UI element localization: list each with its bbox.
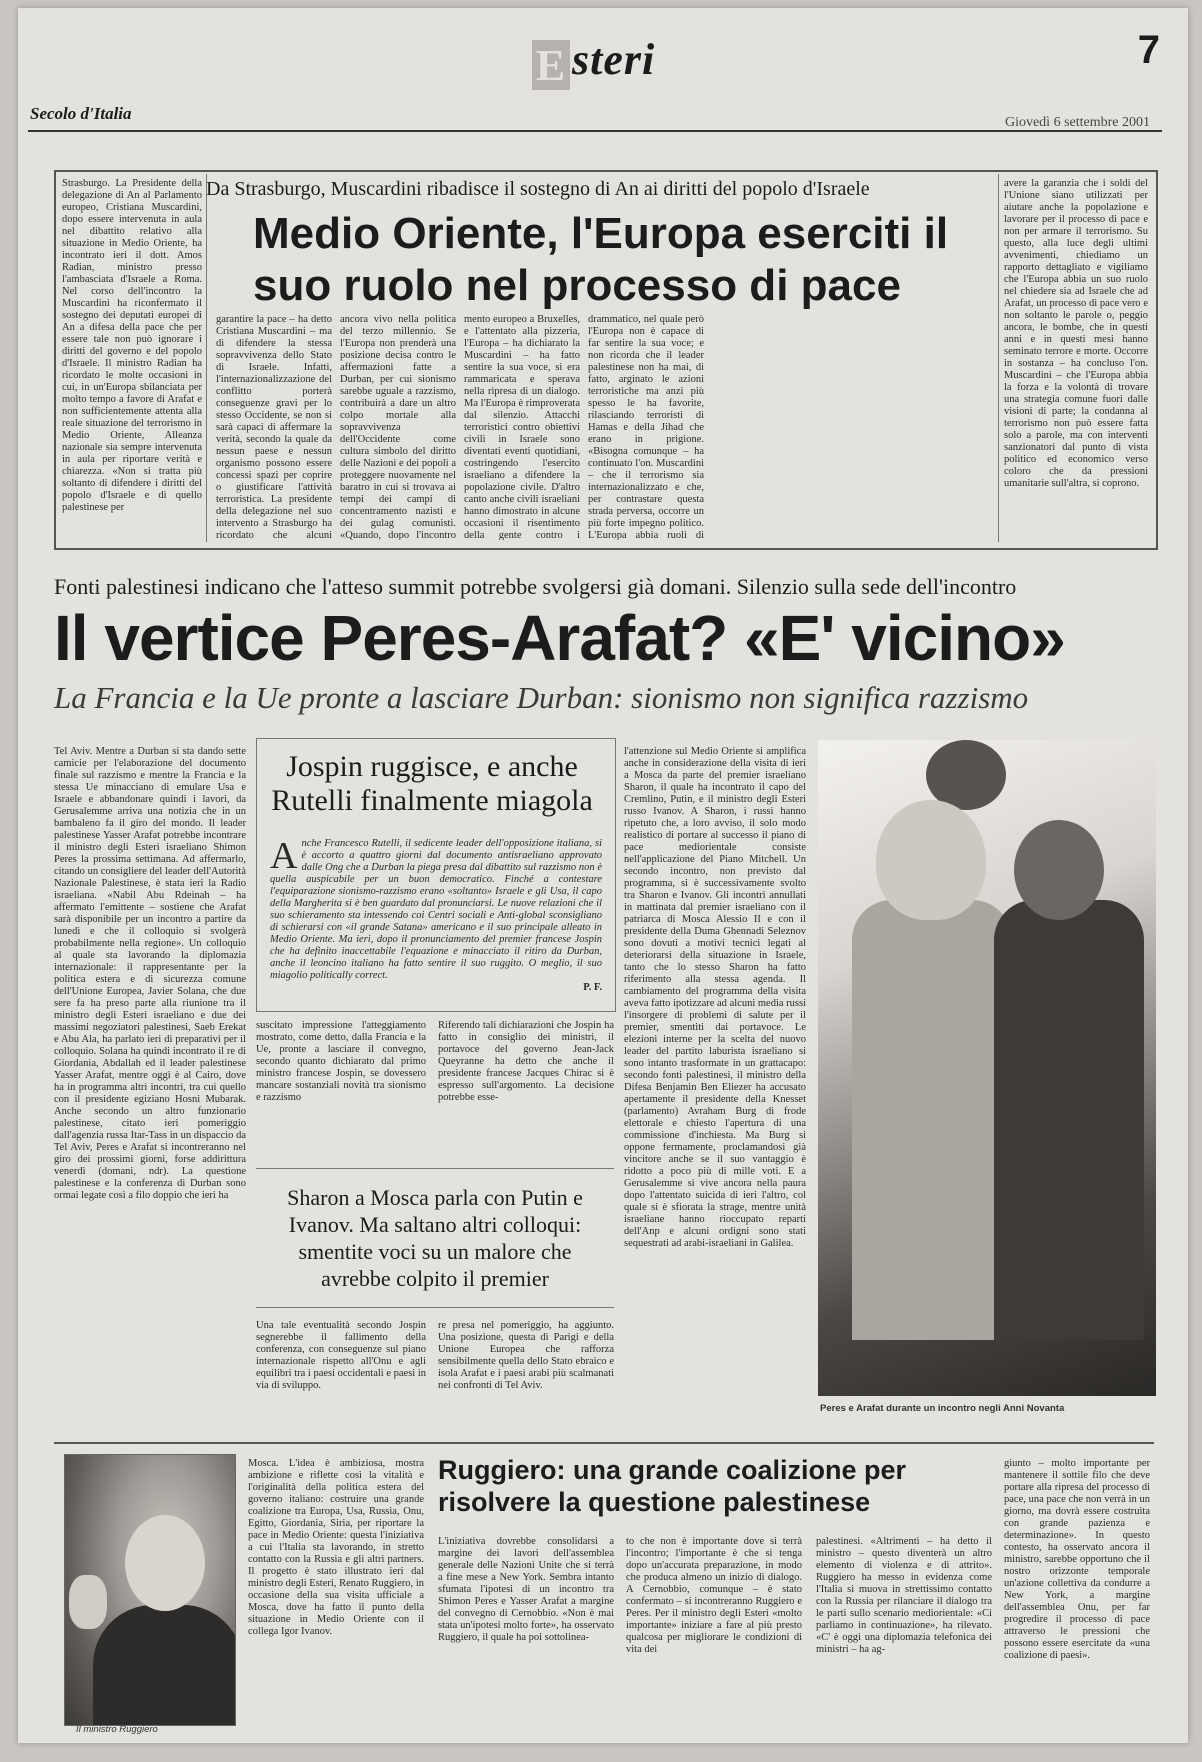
section-initial: E xyxy=(532,40,570,90)
bottom-story-column-4: palestinesi. «Altrimenti – ha detto il ministro – questo diventerà un altro elemento di violenza e di attrito». Ruggiero ha messo in evidenza come l'Italia si muova in strettissimo contatto con la Russia per rilanciare il dialogo tra le parti sullo scenario mediorientale: «Ci parliamo in continuazione», ha rilevato. «C' è oggi una diplomazia telefonica dei ministri – ha ag- xyxy=(816,1536,992,1655)
column-divider xyxy=(998,174,999,542)
main-story-column-2a: suscitato impressione l'atteggiamento mostrato, come detto, dalla Francia e la Ue, pronte a lasciare il convegno, secondo quanto dichiarato dal primo ministro francese Jospin, se dovessero mancare sostanziali novità tra sionismo e razzismo xyxy=(256,1020,426,1103)
top-story-column-5: drammatico, nel quale però l'Europa non è capace di far sentire la sua voce; e non ricorda che il leader palestinese non ha mai, di fatto, arginato le azioni terroristiche ma anzi più spesso le ha favorite, rilasciando terroristi di Hamas e della Jihad che erano in prigione. «Bisogna comunque – ha continuato l'on. Muscardini – che il terrorismo sia internazionalizzato e che, per contrastare questa strada perversa, occorre un più forte impegno politico. L'Europa abbia ruoli di xyxy=(588,314,704,540)
main-story-kicker: Fonti palestinesi indicano che l'atteso summit potrebbe svolgersi già domani. Silenzio sulla sede dell'incontro xyxy=(54,574,1017,599)
main-story-column-4: l'attenzione sul Medio Oriente si amplifica anche in considerazione della visita di ieri a Mosca da parte del premier israeliano Sharon, il quale ha incontrato il capo del Cremlino, Putin, e il ministro degli Esteri russo Ivanov. A Sharon, i russi hanno ripetuto che, a loro avviso, il solo modo realistico di portare al successo il piano di pace mediorientale consiste nell'applicazione del Piano Mitchell. Un secondo incontro, non previsto dal programma, si è successivamente svolto tra Sharon e Ivanov. Gli incontri annullati in mattinata dal premier israeliano con il patriarca di Mosca Alessio II e con il presidente della Duma Ghennadi Seleznov sono dovuti a motivi tecnici legati al deteriorarsi della situazione in Israele, tanto che lo stesso Sharon ha fatto riferimento alla stessa agenda. Il cambiamento del programma della visita aveva fatto ipotizzare ad alcuni media russi l'insorgere di problemi di salute per il premier, smentiti dai portavoce. Le elezioni interne per la scelta del nuovo leader del partito laburista israeliano si sono intanto trasformate in un grattacapo: secondo fonti palestinesi, il ministro della Difesa Benjamin Ben Eliezer ha accusato apertamente il presidente della Knesset (parlamento) Avraham Burg di frode elettorale e chiesto l'apertura di una commissione d'inchiesta. Ma Burg si oppone fermamente, proclamandosi già vincitore anche se il suo vantaggio è ridotto a poco più di mille voti. E a Gerusalemme si vive ancora nella paura dopo l'attentato suicida di ieri l'altro, col quale si è sfiorata la strage, mentre unità israeliane hanno rioccupato reparti dell'Anp e alcuni ordigni sono stati sequestrati ad arabi-israeliani in Galilea. xyxy=(624,746,806,1249)
top-story-headline: Medio Oriente, l'Europa eserciti il suo ruolo nel processo di pace xyxy=(253,209,949,310)
photo-caption: Peres e Arafat durante un incontro negli Anni Novanta xyxy=(820,1403,1065,1414)
section-title xyxy=(532,34,655,90)
bottom-story-column-2: L'iniziativa dovrebbe consolidarsi a margine dei lavori dell'assemblea generale delle Nazioni Unite che si terrà a fine mese a New York. Sembra intanto sfumata l'ipotesi di un incontro tra Shimon Peres e Yasser Arafat a margine del convegno di Cernobbio. «Non è mai stata un'ipotesi molto forte», ha osservato Ruggiero, il quale ha poi sottolinea- xyxy=(438,1536,614,1643)
issue-date: Giovedì 6 settembre 2001 xyxy=(1004,115,1150,130)
bottom-story-column-3: to che non è importante dove si terrà l'incontro; l'importante è che si tenga dopo un'accurata preparazione, in modo che produca almeno un inizio di dialogo. A Cernobbio, comunque – è stato confermato – si incontreranno Ruggiero e Peres. Per il ministro degli Esteri «molto importante» iniziare a fare al più presto qualcosa per migliorare le condizioni di vita dei xyxy=(626,1536,802,1655)
top-story-column-3: ancora vivo nella politica del terzo millennio. Se l'Europa non prenderà una posizione decisa contro le affermazioni fatte a Durban, per cui sionismo sarebbe uguale a razzismo, contribuirà a dare un altro colpo mortale alla sopravvivenza dell'Occidente come cultura simbolo del diritto delle Nazioni e dei popoli a proteggere nuovamente nel baratro in cui si trovava ai tempi dei campi di concentramento nazisti e dei gulag comunisti. «Quando, dopo l'incontro xyxy=(340,314,456,540)
bottom-story-column-1: Mosca. L'idea è ambiziosa, mostra ambizione e riflette così la vitalità e l'originalità della politica estera del governo italiano: costruire una grande coalizione tra Europa, Usa, Russia, Onu, Egitto, Giordania, Siria, per riportare la pace in Medio Oriente: questa l'iniziativa a cui l'Italia sta lavorando, in stretto contatto con la Russia e gli altri partners. Il progetto è stato illustrato ieri dal ministro degli Esteri, Renato Ruggiero, in occasione della sua visita ufficiale a Mosca, dove ha fatto il punto della situazione in Medio Oriente con il collega Igor Ivanov. xyxy=(248,1458,424,1637)
top-story-column-6: avere la garanzia che i soldi del l'Unione siano utilizzati per aiutare anche la popolazione e lavorare per il processo di pace e non per armare il terrorismo. Su questo, alla luce degli ultimi avvenimenti, chiediamo un rapporto dettagliato e vigiliamo che l'Europa abbia un suo ruolo nel chiedere sia ad Israele che ad Arafat, un processo di pace vero e non soltanto le parole o, peggio ancora, le bombe, che in questi anni e in questi mesi hanno seminato terrore e morte. Occorre in sostanza – ha concluso l'on. Muscardini – che l'Europa abbia la forza e la volontà di trovare una strategia comune fuori dalle visioni di parte; la condanna al terrorismo non può essere fatta solo a parole, ma con interventi sanzionatori dal punto di vista politico ed economico verso coloro che da pressioni umanitarie sull'altra, si coprono. xyxy=(1004,178,1148,489)
page-number: 7 xyxy=(1137,28,1160,72)
bottom-story-column-5: giunto – molto importante per mantenere il sottile filo che deve portare alla ripresa del processo di pace, una pace che non verrà in un giorno, ma dovrà essere costruita con grande pazienza e determinazione». In questo contesto, ha osservato ancora il ministro, sarebbe opportuno che il nostro orizzonte temporale un'azione collettiva da condurre a New York, a margine dell'assemblea Onu, per far progredire il processo di pace attraverso le pressioni che possono essere esercitate da «una coalizione di paesi». xyxy=(1004,1458,1150,1661)
top-story-kicker: Da Strasburgo, Muscardini ribadisce il sostegno di An ai diritti del popolo d'Israele xyxy=(206,178,870,200)
commentary-title: Jospin ruggisce, e anche Rutelli finalmente miagola xyxy=(271,750,593,817)
ruggiero-photo-caption: Il ministro Ruggiero xyxy=(76,1724,158,1735)
column-divider xyxy=(206,174,207,542)
photo-figure xyxy=(852,900,1012,1340)
top-story-column-1: Strasburgo. La Presidente della delegazione di An al Parlamento europeo, Cristiana Muscardini, dopo essere intervenuta in aula nel dibattito relativo alla situazione in Medio Oriente, ha incontrato ieri il dott. Amos Radian, ministro presso l'ambasciata d'Israele a Roma. Nel corso dell'incontro la Muscardini ha riconfermato il sostegno dei deputati europei di An a difesa della pace che per essere tale non può ignorare i diritti del governo e del popolo d'Israele. Il ministro Radian ha ricordato le molte occasioni in cui, in un'Europa sbilanciata per molto tempo a favore di Arafat e non sufficientemente attenta alla reale situazione del terrorismo in Medio Oriente, Alleanza nazionale sia sempre intervenuta in aula per riportare verità e chiarezza. «Non si tratta più soltanto di difendere i diritti del popolo d'Israele e di quello palestinese per xyxy=(62,178,202,513)
main-story-column-3a: Riferendo tali dichiarazioni che Jospin ha fatto in consiglio dei ministri, il portavoce del governo Jean-Jack Queyranne ha detto che anche il presidente francese Jacques Chirac si è espresso sull'argomento. La decisione potrebbe esse- xyxy=(438,1020,614,1103)
photo-figure xyxy=(1014,820,1104,920)
newspaper-page xyxy=(18,8,1188,1743)
drop-cap: A xyxy=(270,835,298,877)
section-title-rest: steri xyxy=(572,35,656,84)
photo-figure xyxy=(69,1575,107,1629)
sidebar-title: Sharon a Mosca parla con Putin e Ivanov. Ma saltano altri colloqui: smentite voci su un malore che avrebbe colpito il premier xyxy=(287,1185,583,1291)
peres-arafat-photo xyxy=(818,740,1156,1396)
commentary-text: nche Francesco Rutelli, il sedicente leader dell'opposizione italiana, si è accorto a quattro giorni dal documento antisraeliano approvato dalle Ong che a Durban la piega presa dal dibattito sul razzismo non è quella auspicabile per un buon democratico. Finché a contestare l'equiparazione sionismo-razzismo erano «soltanto» Israele e gli Usa, il capo della Margherita si è ben guardato dal pronunciarsi. Le nuove relazioni che il suo schieramento sta intessendo coi Centri sociali e Anti-global sconsigliano di schierarsi con «il grande Satana» americano e il suo principale alleato in Medio Oriente. Ma ieri, dopo il pronunciamento del premier francese Jospin che ha definito inaccettabile l'equazione e minacciato il ritiro da Durban, anche il leoncino italiano ha fatto sentire il suo ruggito. O meglio, il suo miagolio politically correct. xyxy=(270,838,602,981)
commentary-signature: P. F. xyxy=(583,982,602,993)
paper-name: Secolo d'Italia xyxy=(30,104,132,123)
top-story-column-4: mento europeo a Bruxelles, e l'attentato alla pizzeria, l'Europa – ha dichiarato la Muscardini – ha fatto sentire la sua voce, si era rammaricata e sperava nella ripresa di un dialogo. Ma l'Europa è rimproverata dal silenzio. Attacchi terroristici contro obiettivi civili in Israele sono diventati eventi quotidiani, costringendo l'esercito israeliano a difendere la popolazione civile. D'altro canto anche civili israeliani hanno dimostrato in alcune occasioni il risentimento della gente contro i xyxy=(464,314,580,540)
main-story-column-1: Tel Aviv. Mentre a Durban si sta dando sette camicie per l'elaborazione del documento finale sul razzismo e mentre la Francia e la stessa Ue minacciano di emulare Usa e Israele e abbandonare quindi i lavori, da Gerusalemme arriva una notizia che in un bambaleno fa il giro del mondo. Il leader palestinese Yasser Arafat potrebbe incontrare il ministro degli Esteri israeliano Shimon Peres la prossima settimana. Ad affermarlo, citando un consigliere del leader dell'Autorità Nazionale Palestinese, è stata ieri la Radio israeliana. «Nabil Abu Rdeinah – ha affermato l'emittente – sostiene che Arafat sarà disponibile per un incontro a partire da lunedì e che il colloquio si svolgerà probabilmente nella regione». Un colloquio al quale sta lavorando la diplomazia internazionale: il rappresentante per la politica estera e di sicurezza comune dell'Unione Europea, Javier Solana, che due sere fa ha preso parte alla riunione tra il ministro degli Esteri israeliano e due dei massimi negoziatori palestinesi, Saeb Erekat e Abu Ala, ha parlato ieri di preparativi per il colloquio. Solana ha quindi incontrato il re di Giordania, Abdallah ed il leader palestinese Yasser Arafat, mentre oggi è al Cairo, dove ha in programma altri incontri, tra cui quello con il presidente egiziano Hosni Mubarak. Anche secondo un altro funzionario palestinese, citato ieri pomeriggio dall'agenzia russa Itar-Tass in un dispaccio da Tel Aviv, Peres e Arafat si incontreranno nel giro dei prossimi giorni, forse addirittura venerdì (domani, ndr). La questione palestinese e la conferenza di Durban sono ormai legate così a filo doppio che ieri ha xyxy=(54,746,246,1201)
ruggiero-photo xyxy=(64,1454,236,1726)
commentary-body xyxy=(270,835,602,994)
bottom-story-headline: Ruggiero: una grande coalizione per risolvere la questione palestinese xyxy=(438,1455,907,1517)
masthead-rule xyxy=(28,130,1162,132)
main-story-subtitle: La Francia e la Ue pronte a lasciare Durban: sionismo non significa razzismo xyxy=(54,680,1029,715)
masthead xyxy=(18,8,1188,128)
top-story-column-2: garantire la pace – ha detto Cristiana Muscardini – ma di difendere la stessa sopravvivenza dello Stato di Israele. Infatti, l'internazionalizzazione del conflitto porterà conseguenze gravi per lo stesso Occidente, se non si sarà capaci di affermare la verità, secondo la quale da nessun paese e nessun organismo possono essere concessi spazi per coprire o giustificare l'attività terroristica. La presidente della delegazione nel suo intervento a Strasburgo ha ricordato che alcuni xyxy=(216,314,332,540)
photo-figure xyxy=(125,1515,205,1611)
photo-figure xyxy=(876,800,986,920)
main-story-headline: Il vertice Peres-Arafat? «E' vicino» xyxy=(54,602,1065,674)
photo-figure xyxy=(994,900,1144,1340)
photo-figure xyxy=(93,1605,236,1726)
main-story-column-2b: Una tale eventualità secondo Jospin segnerebbe il fallimento della conferenza, con conseguenze sul piano internazionale rispetto all'Onu e agli equilibri tra i paesi occidentali e paesi in via di sviluppo. xyxy=(256,1320,426,1391)
main-story-column-3b: re presa nel pomeriggio, ha aggiunto. Una posizione, questa di Parigi e della Unione Europea che rafforza sensibilmente quella dello Stato ebraico e isola Arafat e i paesi arabi più scalmanati nei confronti di Tel Aviv. xyxy=(438,1320,614,1391)
